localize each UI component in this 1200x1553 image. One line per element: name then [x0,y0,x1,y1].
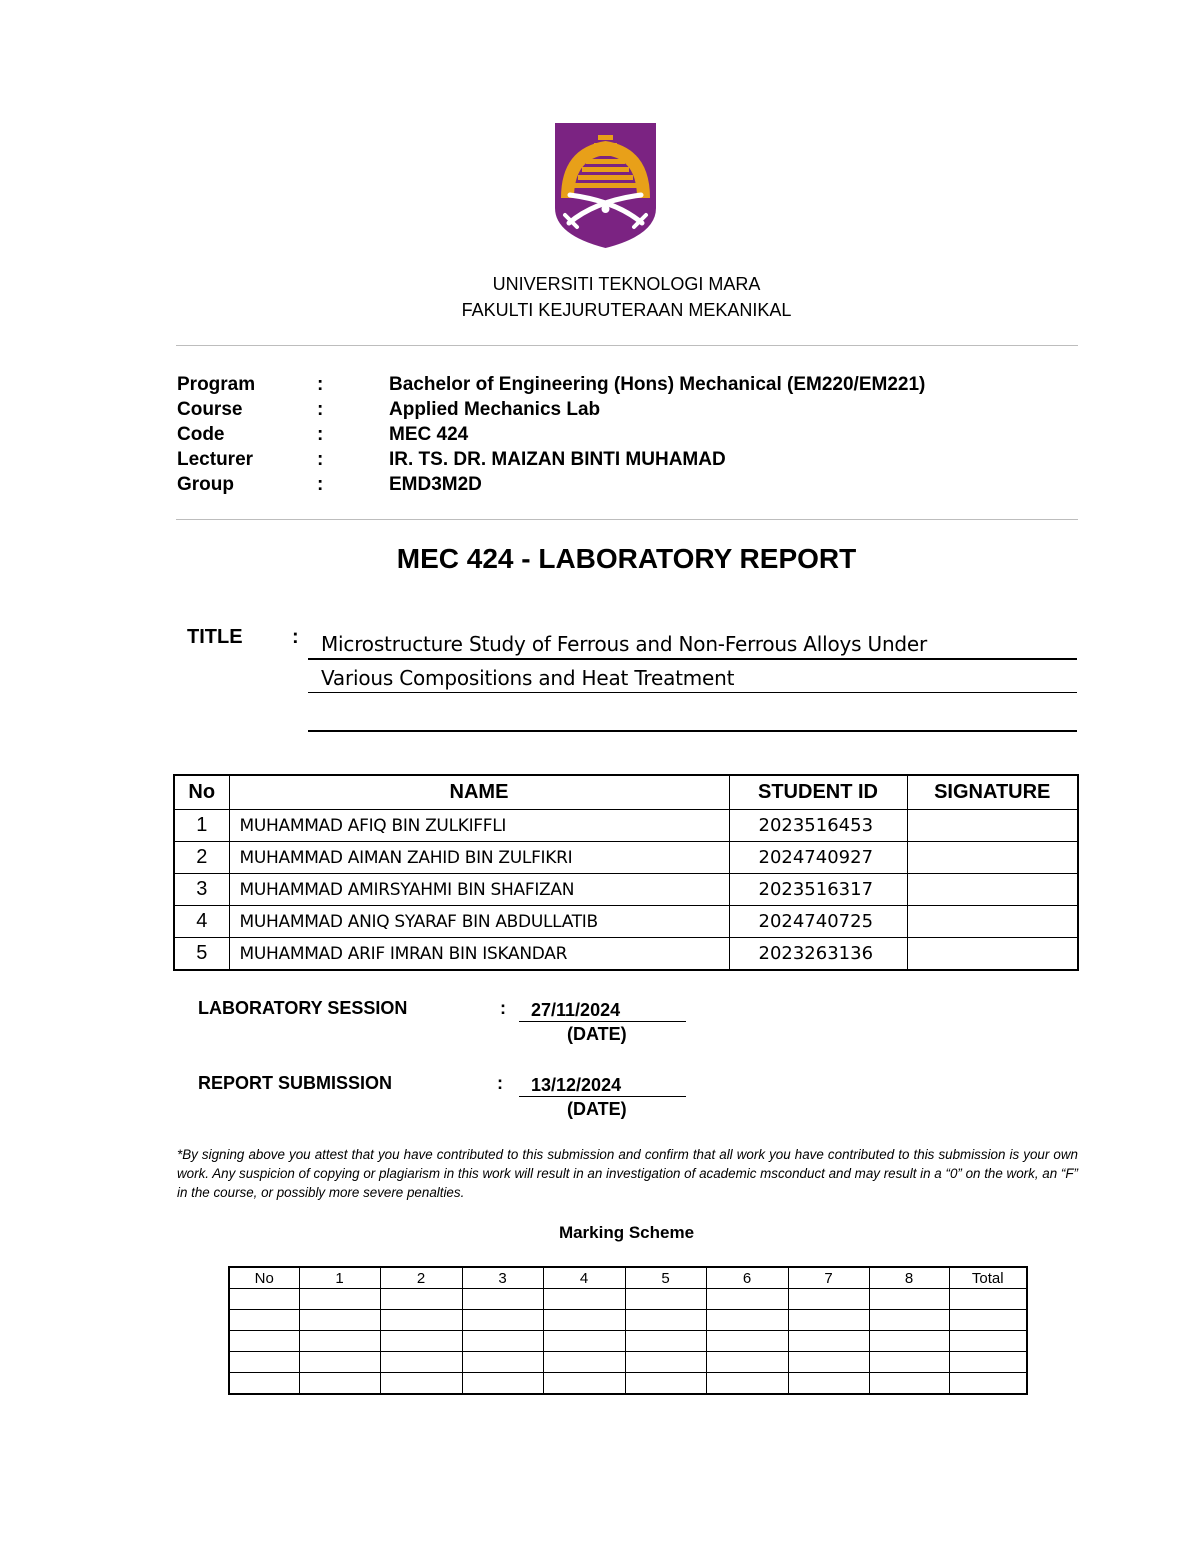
title-text-1: Microstructure Study of Ferrous and Non-Ferrous Alloys Under [321,632,928,656]
member-name: MUHAMMAD ARIF IMRAN BIN ISKANDAR [229,938,729,971]
marking-cell[interactable] [380,1373,462,1395]
marking-row [229,1352,1027,1373]
marking-cell[interactable] [380,1352,462,1373]
marking-row [229,1373,1027,1395]
marking-cell[interactable] [462,1352,543,1373]
marking-cell[interactable] [869,1310,949,1331]
marking-cell[interactable] [949,1289,1027,1310]
member-signature[interactable] [907,906,1078,938]
report-title: MEC 424 - LABORATORY REPORT [396,543,857,574]
marking-cell[interactable] [299,1289,380,1310]
info-colon: : [317,374,324,395]
marking-cell[interactable] [949,1352,1027,1373]
marking-cell[interactable] [380,1331,462,1352]
info-label: Program [177,374,256,395]
marking-cell[interactable] [949,1373,1027,1395]
marking-cell[interactable] [788,1289,869,1310]
info-colon: : [317,424,324,445]
report-submission-date-caption: (DATE) [567,1099,627,1119]
marking-cell[interactable] [788,1352,869,1373]
member-student-id: 2023516317 [729,874,907,906]
member-name: MUHAMMAD AIMAN ZAHID BIN ZULFIKRI [229,842,729,874]
table-row [174,810,1078,842]
member-signature[interactable] [907,842,1078,874]
marking-cell[interactable] [788,1373,869,1395]
divider-bottom [176,519,1078,520]
marking-col-8: 8 [869,1267,949,1289]
member-no: 1 [174,810,229,842]
marking-body [229,1289,1027,1395]
info-colon: : [317,474,324,495]
member-no: 4 [174,906,229,938]
marking-cell[interactable] [462,1331,543,1352]
university-name: UNIVERSITI TEKNOLOGI MARA [492,274,761,294]
marking-cell[interactable] [625,1289,706,1310]
member-student-id: 2024740927 [729,842,907,874]
marking-cell[interactable] [869,1373,949,1395]
marking-cell[interactable] [625,1331,706,1352]
member-no: 2 [174,842,229,874]
member-student-id: 2023516453 [729,810,907,842]
marking-cell[interactable] [380,1310,462,1331]
marking-row [229,1310,1027,1331]
info-value: MEC 424 [389,424,469,445]
info-value: IR. TS. DR. MAIZAN BINTI MUHAMAD [389,449,726,470]
member-student-id: 2023263136 [729,938,907,971]
marking-cell[interactable] [543,1289,625,1310]
title-label: TITLE [187,626,243,648]
marking-cell[interactable] [706,1310,788,1331]
member-student-id: 2024740725 [729,906,907,938]
marking-col-no: No [229,1267,299,1289]
members-header-row [174,775,1078,810]
marking-cell[interactable] [625,1373,706,1395]
title-line-3 [308,698,1077,732]
uitm-logo [555,123,656,248]
members-table [173,774,1079,971]
marking-col-6: 6 [706,1267,788,1289]
marking-cell[interactable] [949,1331,1027,1352]
report-submission-label: REPORT SUBMISSION [198,1073,393,1093]
col-header-no: No [174,775,229,810]
marking-cell[interactable] [299,1331,380,1352]
marking-header-row [229,1267,1027,1289]
marking-cell[interactable] [869,1352,949,1373]
lab-session-date-caption: (DATE) [567,1024,627,1044]
member-name: MUHAMMAD AFIQ BIN ZULKIFFLI [229,810,729,842]
marking-row [229,1289,1027,1310]
marking-cell[interactable] [869,1289,949,1310]
marking-cell[interactable] [706,1289,788,1310]
faculty-name: FAKULTI KEJURUTERAAN MEKANIKAL [461,300,792,320]
report-submission-date-field[interactable] [519,1073,686,1097]
member-no: 3 [174,874,229,906]
marking-cell[interactable] [949,1310,1027,1331]
marking-cell[interactable] [299,1352,380,1373]
marking-cell[interactable] [543,1373,625,1395]
info-value: Bachelor of Engineering (Hons) Mechanical (EM220/EM221) [389,374,926,395]
table-row [174,874,1078,906]
info-value: EMD3M2D [389,474,482,495]
marking-cell[interactable] [299,1310,380,1331]
marking-cell[interactable] [706,1373,788,1395]
divider-top [176,345,1078,346]
marking-cell[interactable] [625,1310,706,1331]
report-submission-date: 13/12/2024 [531,1075,622,1095]
col-header-name: NAME [229,775,729,810]
title-colon: : [292,626,299,648]
marking-cell[interactable] [543,1331,625,1352]
marking-cell[interactable] [299,1373,380,1395]
info-colon: : [317,449,324,470]
table-row [174,842,1078,874]
marking-cell[interactable] [229,1373,299,1395]
marking-cell[interactable] [462,1310,543,1331]
title-text-2: Various Compositions and Heat Treatment [321,666,735,690]
marking-cell[interactable] [229,1310,299,1331]
info-label: Group [177,474,234,495]
report-submission-colon: : [497,1073,503,1093]
info-colon: : [317,399,324,420]
marking-cell[interactable] [229,1289,299,1310]
marking-col-5: 5 [625,1267,706,1289]
marking-cell[interactable] [229,1331,299,1352]
marking-col-1: 1 [299,1267,380,1289]
lab-session-colon: : [500,998,506,1018]
marking-cell[interactable] [543,1310,625,1331]
member-name: MUHAMMAD AMIRSYAHMI BIN SHAFIZAN [229,874,729,906]
lab-session-date: 27/11/2024 [531,1000,621,1020]
info-value: Applied Mechanics Lab [389,399,601,420]
marking-cell[interactable] [706,1331,788,1352]
marking-cell[interactable] [625,1352,706,1373]
table-row [174,906,1078,938]
marking-col-7: 7 [788,1267,869,1289]
title-line-2 [308,660,1077,693]
info-label: Lecturer [177,449,254,470]
marking-cell[interactable] [229,1352,299,1373]
marking-cell[interactable] [788,1331,869,1352]
col-header-student-id: STUDENT ID [729,775,907,810]
marking-cell[interactable] [462,1289,543,1310]
member-signature[interactable] [907,810,1078,842]
table-row [174,938,1078,971]
member-no: 5 [174,938,229,971]
marking-cell[interactable] [706,1352,788,1373]
member-signature[interactable] [907,874,1078,906]
lab-session-label: LABORATORY SESSION [198,998,408,1018]
marking-col-2: 2 [380,1267,462,1289]
marking-col-total: Total [949,1267,1027,1289]
marking-cell[interactable] [869,1331,949,1352]
title-line-1 [308,626,1077,660]
logo-center-dot [602,205,610,213]
col-header-signature: SIGNATURE [907,775,1078,810]
marking-cell[interactable] [788,1310,869,1331]
info-label: Course [177,399,243,420]
info-label: Code [177,424,225,445]
member-name: MUHAMMAD ANIQ SYARAF BIN ABDULLATIB [229,906,729,938]
marking-scheme-title: Marking Scheme [558,1223,695,1242]
disclaimer-text: *By signing above you attest that you have contributed to this submission and confirm that all work you have contributed to this submission is your own work. Any suspicion of copying or plagiarism in this work will result in an investigation of academic msconduct and may result in a “0” on the work, an “F” in the course, or possibly more severe penalties. [177,1147,1078,1200]
lab-session-date-field[interactable] [519,998,686,1022]
marking-col-3: 3 [462,1267,543,1289]
member-signature[interactable] [907,938,1078,971]
marking-col-4: 4 [543,1267,625,1289]
marking-cell[interactable] [543,1352,625,1373]
marking-cell[interactable] [462,1373,543,1395]
marking-scheme-table [228,1266,1028,1395]
marking-cell[interactable] [380,1289,462,1310]
marking-row [229,1331,1027,1352]
